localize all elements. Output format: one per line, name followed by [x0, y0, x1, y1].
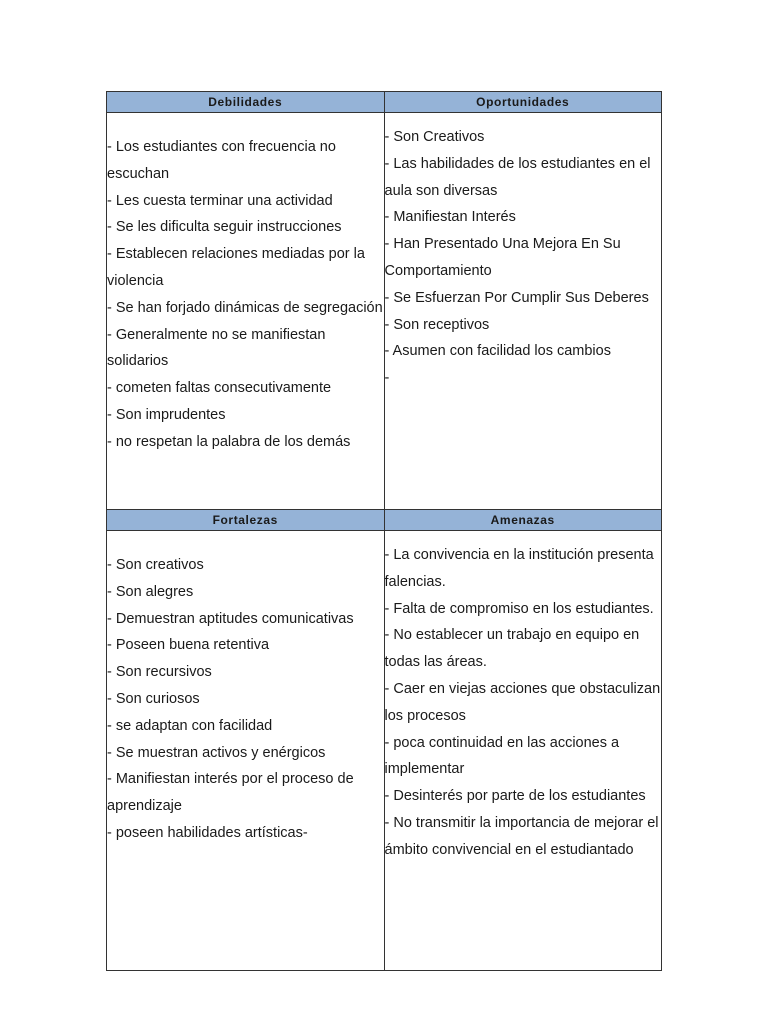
list-item: - Son Creativos [384, 129, 485, 145]
cell-oportunidades [384, 113, 662, 510]
list-item: - No establecer un trabajo en equipo en todas las áreas. [384, 627, 640, 671]
list-item: - Son recursivos [107, 664, 212, 681]
list-item: - Han Presentado Una Mejora En Su Comportamiento [384, 236, 621, 279]
list-item: - Se han forjado dinámicas de segregación [107, 299, 383, 316]
list-item: - poseen habilidades artísticas- [107, 824, 308, 841]
header-amenazas: Amenazas [384, 510, 662, 531]
list-item: - Los estudiantes con frecuencia no escuchan [107, 139, 336, 182]
list-item: - Se muestran activos y enérgicos [107, 744, 326, 761]
list-item: - Son receptivos [384, 316, 490, 333]
list-debilidades [107, 134, 384, 456]
dofa-matrix-table [106, 91, 662, 971]
list-item: - cometen faltas consecutivamente [107, 380, 332, 397]
list-item: - Establecen relaciones mediadas por la violencia [107, 246, 365, 289]
cell-fortalezas [107, 531, 385, 971]
content-row-top [107, 113, 662, 510]
list-item: - Son imprudentes [107, 406, 226, 423]
list-fortalezas [107, 552, 384, 847]
list-item: - Caer en viejas acciones que obstaculizan los procesos [384, 680, 661, 724]
list-item: - se adaptan con facilidad [107, 717, 273, 734]
list-item: - Desinterés por parte de los estudiantes [384, 788, 646, 805]
list-oportunidades [385, 124, 662, 392]
content-row-bottom [107, 531, 662, 971]
list-item: - [384, 370, 390, 387]
cell-debilidades [107, 113, 385, 510]
list-item: - Son creativos [107, 557, 204, 573]
list-item: - Se Esfuerzan Por Cumplir Sus Deberes [384, 289, 649, 306]
list-item: - Demuestran aptitudes comunicativas [107, 610, 354, 627]
list-item: - Asumen con facilidad los cambios [384, 343, 611, 360]
header-row-top [107, 92, 662, 113]
list-item: - Son curiosos [107, 690, 200, 707]
list-item: - Les cuesta terminar una actividad [107, 192, 333, 209]
header-fortalezas: Fortalezas [107, 510, 385, 531]
list-item: - Manifiestan Interés [384, 209, 516, 226]
list-item: - Las habilidades de los estudiantes en el aula son diversas [384, 155, 651, 199]
list-item: - Poseen buena retentiva [107, 637, 270, 654]
cell-amenazas [384, 531, 662, 971]
list-item: - Falta de compromiso en los estudiantes. [384, 600, 654, 617]
header-row-bottom [107, 510, 662, 531]
list-item: - Se les dificulta seguir instrucciones [107, 219, 342, 236]
header-oportunidades: Oportunidades [384, 92, 662, 113]
list-item: - No transmitir la importancia de mejorar el ámbito convivencial en el estudiantado [384, 814, 659, 858]
list-item: - Son alegres [107, 583, 194, 600]
list-item: - La convivencia en la institución presenta falencias. [384, 547, 654, 590]
list-item: - Generalmente no se manifiestan solidarios [107, 326, 326, 370]
list-item: - poca continuidad en las acciones a implementar [384, 734, 620, 778]
list-item: - Manifiestan interés por el proceso de aprendizaje [107, 771, 354, 815]
header-debilidades: Debilidades [107, 92, 385, 113]
list-amenazas [385, 542, 662, 864]
list-item: - no respetan la palabra de los demás [107, 433, 351, 450]
